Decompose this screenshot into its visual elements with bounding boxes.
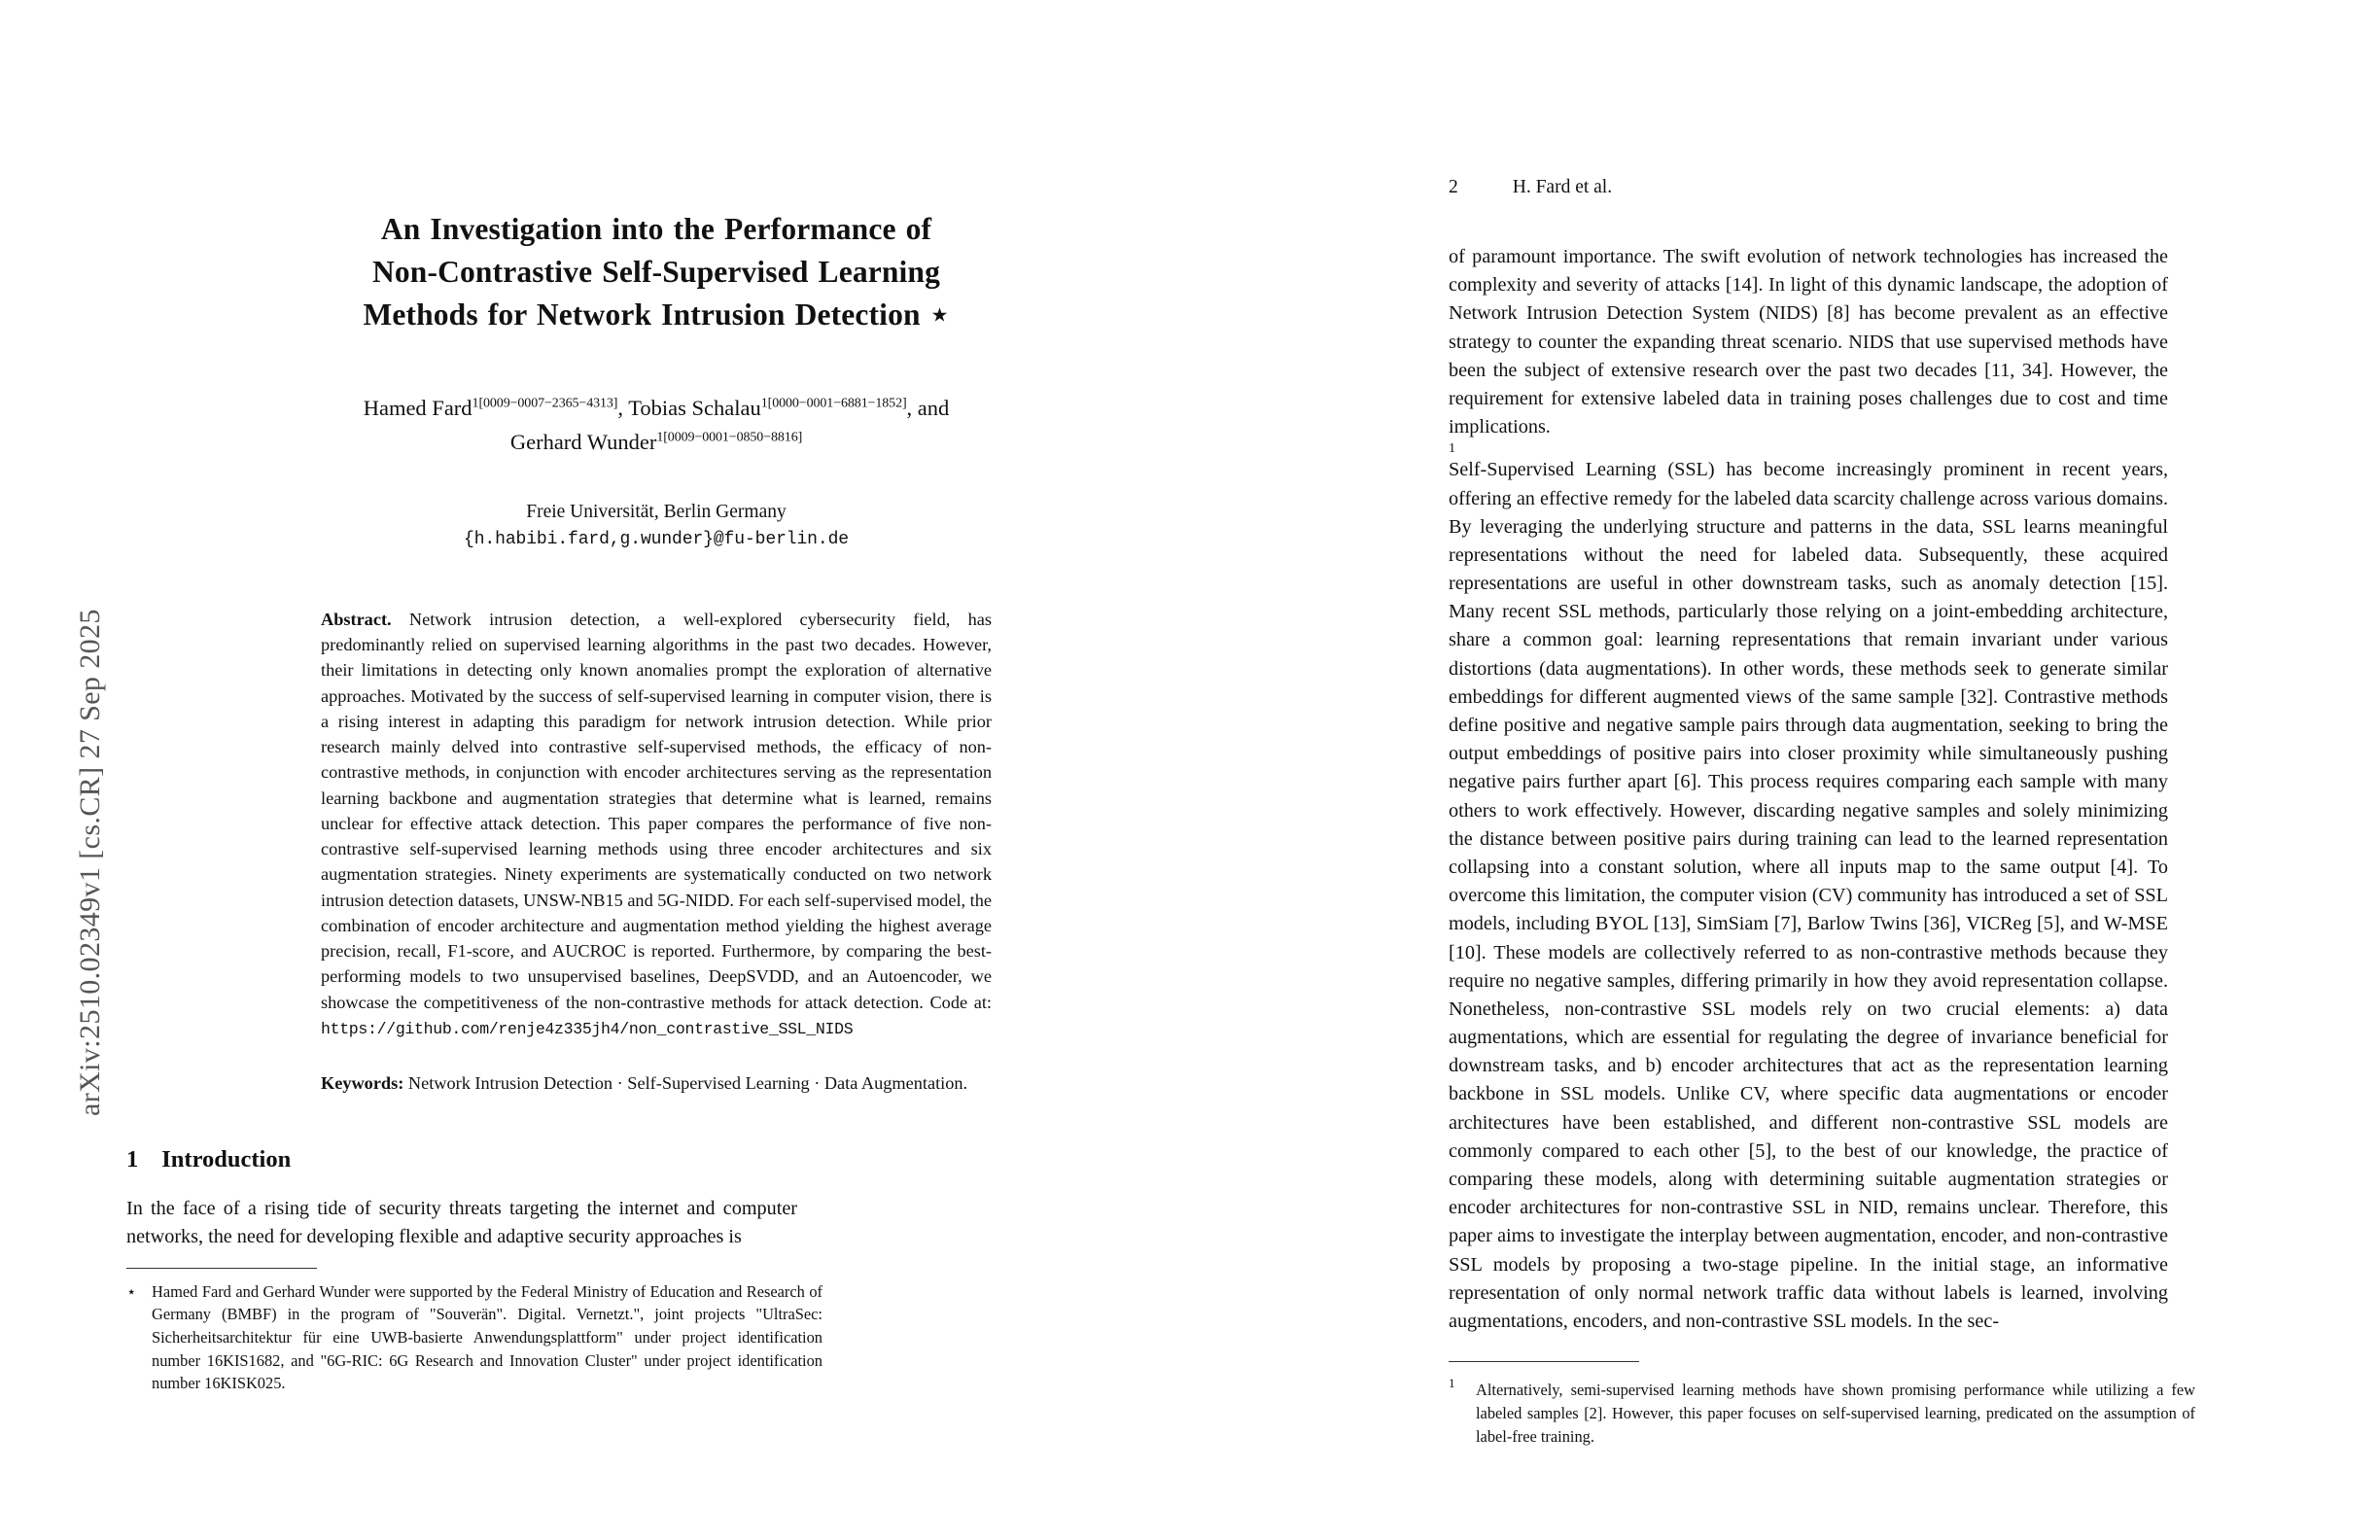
section-title: Introduction	[161, 1145, 292, 1172]
footnote-separator-rule	[126, 1268, 317, 1269]
footnote-text-right: Alternatively, semi-supervised learning methods have shown promising performance while utilizing a few labeled samples [2]. However, this paper focuses on self-supervised learning, predicated on the assumption of label-free training.	[1476, 1380, 2195, 1447]
funding-footnote	[126, 1280, 822, 1395]
semi-supervised-footnote	[1449, 1374, 2195, 1449]
title-line-2: Non-Contrastive Self-Supervised Learning	[372, 254, 940, 289]
title-line-3: Methods for Network Intrusion Detection ⋆	[363, 297, 950, 332]
affiliation-text: Freie Universität, Berlin Germany	[526, 501, 787, 522]
author-separator-2: , and	[906, 396, 950, 421]
keywords-label: Keywords:	[321, 1072, 404, 1093]
abstract-section	[321, 607, 992, 1041]
author-name-2: Tobias Schalau	[628, 396, 761, 421]
affiliation-block	[126, 498, 1186, 554]
abstract-label: Abstract.	[321, 609, 392, 629]
footnote-text: Hamed Fard and Gerhard Wunder were supported by the Federal Ministry of Education and Research of Germany (BMBF) in the program of "Souverän". Digital. Vernetzt.", joint projects "UltraSec: Sicherheitsarchitektur für eine UWB-basierte Anwendungsplattform" under project identification number 16KIS1682, and "6G-RIC: 6G Research and Innovation Cluster" under project identification number 16KISK025.	[152, 1281, 822, 1393]
footnote-reference-1: 1	[1449, 441, 1455, 457]
footnote-marker-1: 1	[1449, 1376, 1455, 1391]
abstract-text: Network intrusion detection, a well-explored cybersecurity field, has predominantly relied on supervised learning algorithms in the past two decades. However, their limitations in detecting only known anomalies prompt the exploration of alternative approaches. Motivated by the success of self-supervised learning in computer vision, there is a rising interest in adapting this paradigm for network intrusion detection. While prior research mainly delved into contrastive self-supervised methods, the efficacy of non-contrastive methods, in conjunction with encoder architectures serving as the representation learning backbone and augmentation strategies that determine what is learned, remains unclear for effective attack detection. This paper compares the performance of five non-contrastive self-supervised learning methods using three encoder architectures and six augmentation strategies. Ninety experiments are systematically conducted on two network intrusion detection datasets, UNSW-NB15 and 5G-NIDD. For each self-supervised model, the combination of encoder architecture and augmentation method yielding the highest average precision, recall, F1-score, and AUCROC is reported. Furthermore, by comparing the best-performing models to two unsupervised baselines, DeepSVDD, and an Autoencoder, we showcase the competitiveness of the non-contrastive methods for attack detection. Code at:	[321, 609, 992, 1012]
title-line-1: An Investigation into the Performance of	[380, 212, 932, 246]
section-heading-introduction	[126, 1146, 1186, 1173]
author-name-3: Gerhard Wunder	[509, 429, 657, 454]
page-number: 2	[1449, 177, 1458, 197]
author-orcid-3: 1[0009−0001−0850−8816]	[656, 429, 803, 444]
running-head-authors: H. Fard et al.	[1512, 177, 1613, 197]
footnote-separator-rule-right	[1449, 1361, 1639, 1362]
page-title	[326, 208, 987, 335]
author-separator-1: ,	[617, 396, 629, 421]
author-email: {h.habibi.fard,g.wunder}@fu-berlin.de	[464, 529, 849, 549]
body-paragraph-1: of paramount importance. The swift evolution of network technologies has increased the complexity and severity of attacks [14]. In light of this dynamic landscape, the adoption of Network Intrusion Detection System (NIDS) [8] has become prevalent as an effective strategy to counter the expanding threat scenario. NIDS that use supervised methods have been the subject of extensive research over the past two decades [11, 34]. However, the requirement for extensive labeled data in training poses challenges due to cost and time implications.	[1449, 246, 2168, 438]
body-column	[1449, 243, 2168, 1336]
title-page	[126, 93, 1186, 1454]
code-repository-url[interactable]: https://github.com/renje4z335jh4/non_contrastive_SSL_NIDS	[321, 1019, 854, 1038]
keywords-section	[321, 1070, 992, 1096]
author-name-1: Hamed Fard	[363, 396, 472, 421]
keywords-text: Network Intrusion Detection · Self-Supervised Learning · Data Augmentation.	[403, 1072, 968, 1093]
content-page-2	[1449, 93, 2195, 1454]
author-orcid-1: 1[0009−0007−2365−4313]	[472, 396, 618, 411]
introduction-paragraph: In the face of a rising tide of security threats targeting the internet and computer networks, the need for developing flexible and adaptive security approaches is	[126, 1197, 797, 1248]
author-entry-2	[628, 396, 906, 420]
title-block	[126, 208, 1186, 335]
section-number: 1	[126, 1145, 139, 1172]
running-head	[1449, 177, 2168, 198]
author-entry-1	[364, 396, 618, 420]
author-orcid-2: 1[0000−0001−6881−1852]	[760, 396, 907, 411]
footnote-marker-star: ⋆	[126, 1281, 137, 1301]
arxiv-identifier-stamp: arXiv:2510.02349v1 [cs.CR] 27 Sep 2025	[74, 609, 106, 1116]
author-list	[287, 392, 1026, 458]
author-entry-3	[510, 430, 802, 454]
body-paragraph-2: Self-Supervised Learning (SSL) has become increasingly prominent in recent years, offering an effective remedy for the labeled data scarcity challenge across various domains. By leveraging the underlying structure and patterns in the data, SSL learns meaningful representations without the need for labeled data. Subsequently, these acquired representations are useful in other downstream tasks, such as anomaly detection [15]. Many recent SSL methods, particularly those relying on a joint-embedding architecture, share a common goal: learning representations that remain invariant under various distortions (data augmentations). In other words, these methods seek to generate similar embeddings for different augmented views of the same sample [32]. Contrastive methods define positive and negative sample pairs through data augmentation, seeking to bring the output embeddings of positive pairs into closer proximity while simultaneously pushing negative pairs further apart [6]. This process requires comparing each sample with many others to work effectively. However, discarding negative samples and solely minimizing the distance between positive pairs during training can lead to the learned representation collapsing into a constant solution, where all inputs map to the same output [4]. To overcome this limitation, the computer vision (CV) community has introduced a set of SSL models, including BYOL [13], SimSiam [7], Barlow Twins [36], VICReg [5], and W-MSE [10]. These models are collectively referred to as non-contrastive methods because they require no negative samples, differing primarily in how they avoid representation collapse. Nonetheless, non-contrastive SSL models rely on two crucial elements: a) data augmentations, which are essential for regulating the degree of invariance beneficial for downstream tasks, and b) encoder architectures that act as the representation learning backbone in SSL models. Unlike CV, where specific data augmentations or encoder architectures have been established, and different non-contrastive SSL models are commonly compared to each other [5], to the best of our knowledge, the practice of comparing these models, along with determining suitable augmentation strategies or encoder architectures for non-contrastive SSL in NID, remains unclear. Therefore, this paper aims to investigate the interplay between augmentation, encoder, and non-contrastive SSL models by proposing a two-stage pipeline. In the initial stage, an informative representation of only normal network traffic data without labels is learned, involving augmentations, encoders, and non-contrastive SSL models. In the sec-	[1449, 459, 2168, 1332]
